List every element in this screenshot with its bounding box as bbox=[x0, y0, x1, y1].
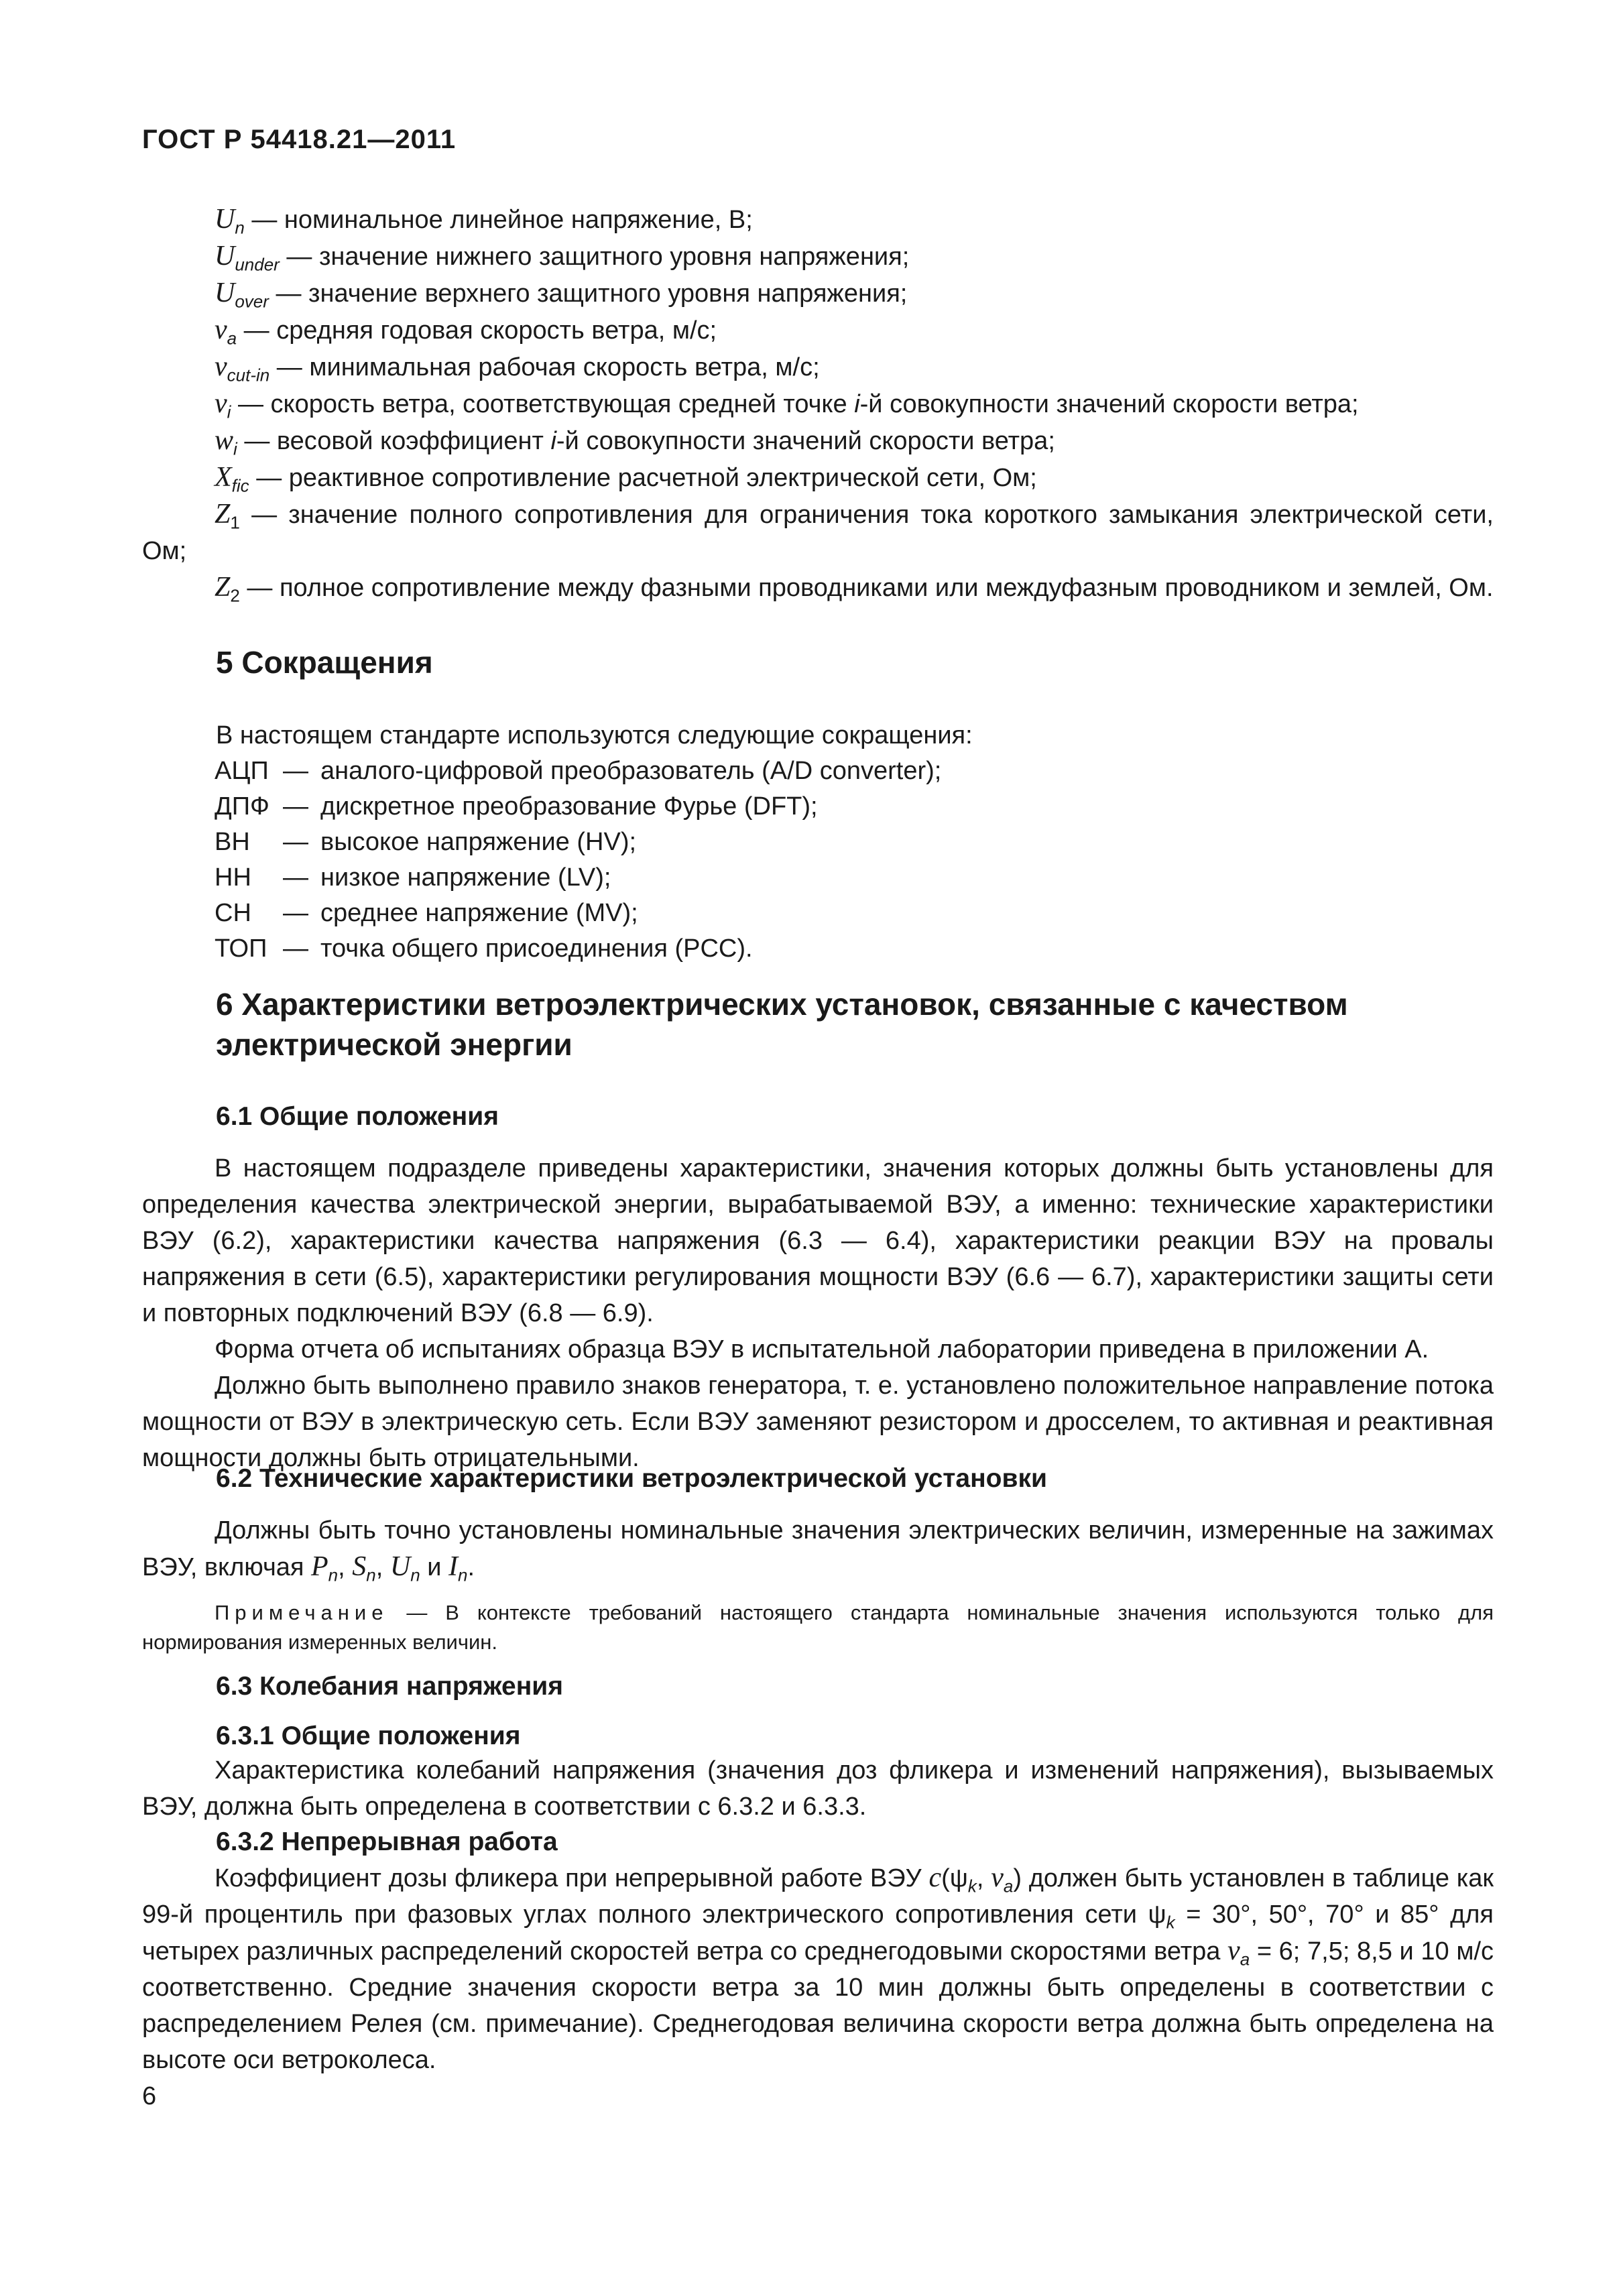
symbol-item: $w_i$ — весовой коэффициент i-й совокупности значений скорости ветра; bbox=[215, 425, 1055, 459]
symbol-item: $Z_1$ — значение полного сопротивления для ограничения тока короткого замыкания электрической сети, Ом; bbox=[142, 499, 1494, 565]
section-6-1-body bbox=[142, 1150, 1494, 1476]
section-5-title: 5 Сокращения bbox=[216, 645, 433, 680]
abbreviation-item: СН — среднее напряжение (MV); bbox=[215, 899, 638, 927]
symbol-item: $U_{over}$ — значение верхнего защитного уровня напряжения; bbox=[215, 278, 908, 312]
symbol-item: $U_n$ — номинальное линейное напряжение, В; bbox=[215, 204, 753, 238]
symbol-item: $v_a$ — средняя годовая скорость ветра, м/с; bbox=[215, 314, 717, 349]
symbol-item: $Z_2$ — полное сопротивление между фазными проводниками или междуфазным проводником и землей, Ом. bbox=[215, 572, 1494, 606]
paragraph: Должны быть точно установлены номинальные значения электрических величин, измеренные на зажимах ВЭУ, включая $P_n$, $S_n$, $U_n$ и $I_n$. bbox=[142, 1516, 1494, 1585]
abbreviations-list bbox=[215, 753, 941, 967]
symbol-item: $v_{cut-in}$ — минимальная рабочая скорость ветра, м/с; bbox=[215, 351, 820, 385]
document-header: ГОСТ Р 54418.21—2011 bbox=[142, 125, 457, 154]
page-number: 6 bbox=[142, 2082, 157, 2110]
abbreviation-item: ТОП — точка общего присоединения (PCC). bbox=[215, 934, 753, 963]
paragraph: Форма отчета об испытаниях образца ВЭУ в испытательной лаборатории приведена в приложении А. bbox=[215, 1335, 1429, 1364]
paragraph: Должно быть выполнено правило знаков генератора, т. е. установлено положительное направление потока мощности от ВЭУ в электрическую сеть. Если ВЭУ заменяют резистором и дросселем, то активная и реактивная мощности должны быть отрицательными. bbox=[142, 1372, 1494, 1472]
section-6-3-1-body bbox=[142, 1752, 1494, 1825]
symbol-item: $X_{fic}$ — реактивное сопротивление расчетной электрической сети, Ом; bbox=[215, 462, 1037, 496]
section-6-3-1-title: 6.3.1 Общие положения bbox=[216, 1721, 521, 1750]
symbols-list bbox=[142, 201, 1494, 606]
abbreviation-item: АЦП — аналого-цифровой преобразователь (A/D converter); bbox=[215, 757, 942, 785]
abbreviation-item: ДПФ — дискретное преобразование Фурье (DFT); bbox=[215, 792, 818, 821]
paragraph: Коэффициент дозы фликера при непрерывной работе ВЭУ $c(\psi_k$, $v_a$) должен быть установлен в таблице как 99-й процентиль при фазовых углах полного электрического сопротивления сети $\psi_k = 30^\circ$, 50°, 70° и 85° для четырех различных распределений скоростей ветра со среднегодовыми скоростями ветра $v_a = 6$; 7,5; 8,5 и 10 м/с соответственно. Средние значения скорости ветра за 10 мин должны быть определены в соответствии с распределением Релея (см. примечание). Среднегодовая величина скорости ветра должна быть определена на высоте оси ветроколеса. bbox=[142, 1862, 1494, 2074]
paragraph: В настоящем подразделе приведены характеристики, значения которых должны быть установлены для определения качества электрической энергии, вырабатываемой ВЭУ, а именно: технические характеристики ВЭУ (6.2), характеристики качества напряжения (6.3 — 6.4), характеристики реакции ВЭУ на провалы напряжения в сети (6.5), характеристики регулирования мощности ВЭУ (6.6 — 6.7), характеристики защиты сети и повторных подключений ВЭУ (6.8 — 6.9). bbox=[142, 1154, 1494, 1327]
abbreviation-item: НН — низкое напряжение (LV); bbox=[215, 863, 611, 892]
note: Примечание — В контексте требований настоящего стандарта номинальные значения используются только для нормирования измеренных величин. bbox=[142, 1601, 1494, 1654]
section-6-2-title: 6.2 Технические характеристики ветроэлектрической установки bbox=[216, 1464, 1047, 1493]
section-6-1-title: 6.1 Общие положения bbox=[216, 1102, 499, 1131]
section-6-3-2-body bbox=[142, 1860, 1494, 2078]
paragraph: Характеристика колебаний напряжения (значения доз фликера и изменений напряжения), вызываемых ВЭУ, должна быть определена в соответствии с 6.3.2 и 6.3.3. bbox=[142, 1756, 1494, 1821]
section-6-title: 6 Характеристики ветроэлектрических установок, связанные с качеством электрической энергии bbox=[216, 987, 1348, 1062]
section-6-2-body bbox=[142, 1512, 1494, 1585]
section-5-intro: В настоящем стандарте используются следующие сокращения: bbox=[216, 721, 973, 749]
abbreviation-item: ВН — высокое напряжение (HV); bbox=[215, 828, 637, 856]
section-6-3-title: 6.3 Колебания напряжения bbox=[216, 1672, 564, 1701]
symbol-item: $v_i$ — скорость ветра, соответствующая средней точке i-й совокупности значений скорости ветра; bbox=[215, 388, 1359, 422]
symbol-item: $U_{under}$ — значение нижнего защитного уровня напряжения; bbox=[215, 241, 910, 275]
section-6-3-2-title: 6.3.2 Непрерывная работа bbox=[216, 1827, 558, 1856]
